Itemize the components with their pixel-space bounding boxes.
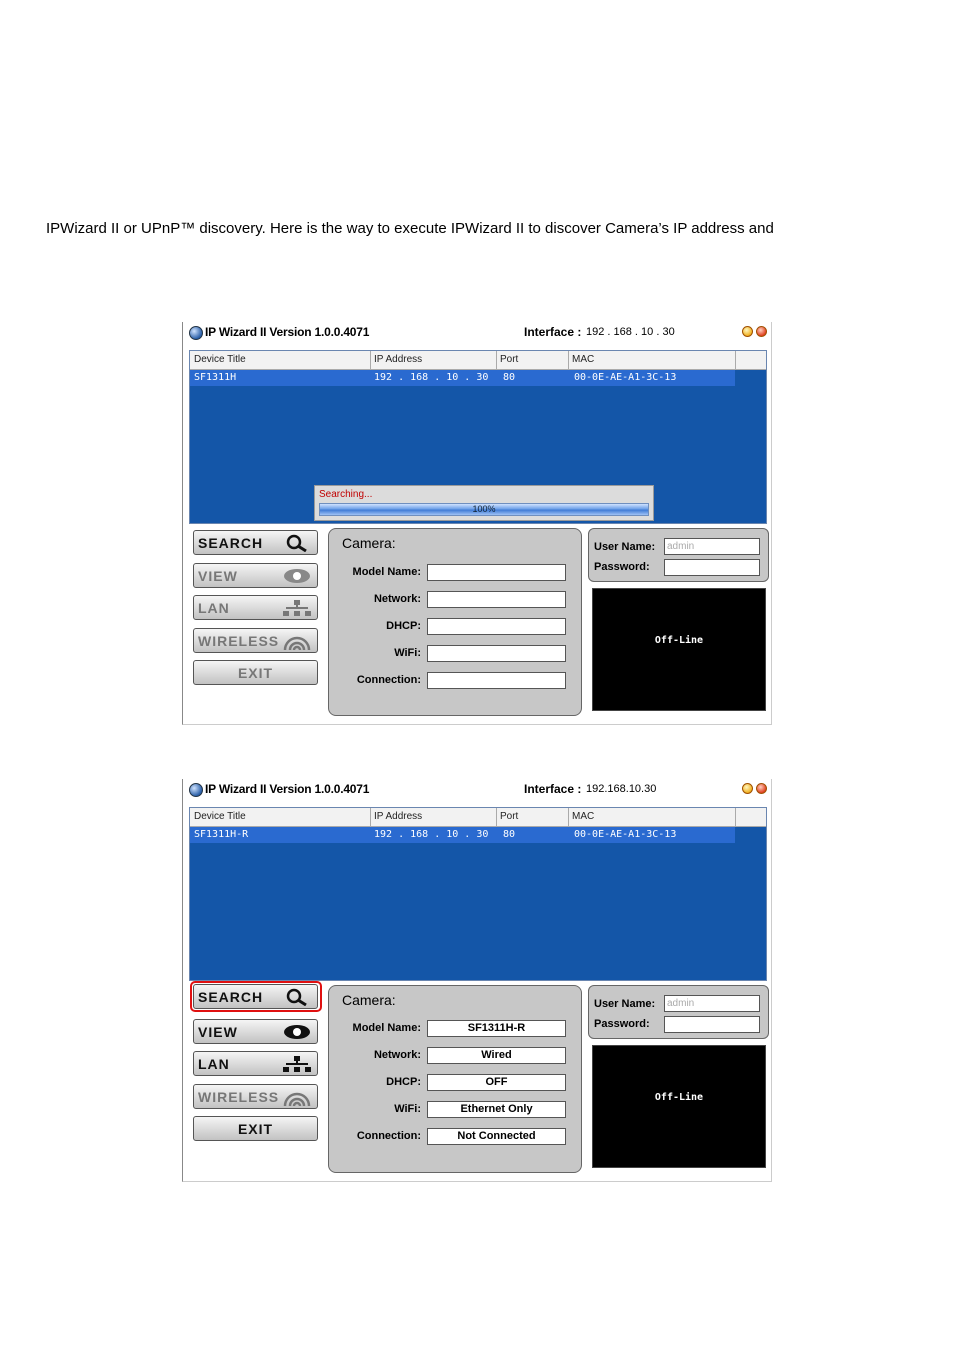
network-field: Wired: [427, 1047, 566, 1064]
network-label: Network:: [373, 1049, 421, 1061]
user-name-label: User Name:: [594, 998, 656, 1010]
model-name-field: SF1311H-R: [427, 1020, 566, 1037]
eye-icon: [283, 1023, 311, 1041]
window-title: IP Wizard II Version 1.0.0.4071: [205, 782, 370, 796]
password-label: Password:: [594, 1018, 650, 1030]
wireless-button[interactable]: [193, 628, 318, 653]
user-name-label: User Name:: [594, 541, 656, 553]
network-field: [427, 591, 566, 608]
column-header-mac[interactable]: MAC: [572, 811, 595, 822]
search-button[interactable]: [193, 984, 318, 1009]
lan-button[interactable]: [193, 595, 318, 620]
magnifier-icon: [283, 534, 311, 552]
device-row[interactable]: [190, 370, 735, 386]
dhcp-row: [329, 1074, 581, 1092]
column-header-ip-address[interactable]: IP Address: [374, 811, 423, 822]
connection-row: [329, 1128, 581, 1146]
wifi-row: [329, 645, 581, 663]
view-button-label: VIEW: [198, 1024, 238, 1040]
wireless-button-label: WIRELESS: [198, 1089, 280, 1105]
column-header-port[interactable]: Port: [500, 811, 519, 822]
video-preview: [592, 588, 766, 711]
ipwizard-window-searching: [182, 322, 772, 725]
wireless-signal-icon: [283, 1088, 311, 1106]
search-button-label: SEARCH: [198, 535, 264, 551]
dhcp-row: [329, 618, 581, 636]
dhcp-field: OFF: [427, 1074, 566, 1091]
view-button[interactable]: [193, 1019, 318, 1044]
search-button[interactable]: [193, 530, 318, 555]
password-label: Password:: [594, 561, 650, 573]
device-list-header: [190, 808, 766, 827]
wireless-signal-icon: [283, 632, 311, 650]
camera-info-panel: [328, 528, 582, 716]
wireless-button-label: WIRELESS: [198, 633, 280, 649]
model-name-label: Model Name:: [352, 1022, 421, 1034]
column-header-device-title[interactable]: Device Title: [194, 811, 246, 822]
exit-button[interactable]: [193, 1116, 318, 1141]
magnifier-icon: [283, 988, 311, 1006]
dhcp-label: DHCP:: [386, 620, 421, 632]
mac-cell: 00-0E-AE-A1-3C-13: [574, 829, 677, 840]
wifi-field: Ethernet Only: [427, 1101, 566, 1118]
column-header-device-title[interactable]: Device Title: [194, 354, 246, 365]
model-name-field: [427, 564, 566, 581]
progress-bar: [319, 503, 649, 516]
wifi-label: WiFi:: [394, 647, 421, 659]
wifi-field: [427, 645, 566, 662]
device-title-cell: SF1311H-R: [194, 829, 249, 840]
connection-field: Not Connected: [427, 1128, 566, 1145]
close-button[interactable]: [756, 783, 767, 794]
title-bar[interactable]: [183, 322, 771, 344]
lan-button[interactable]: [193, 1051, 318, 1076]
ip-address-cell: 192 . 168 . 10 . 30: [374, 829, 489, 840]
device-list-header: [190, 351, 766, 370]
interface-label: Interface :: [524, 782, 582, 796]
network-tree-icon: [283, 1055, 311, 1073]
video-preview: [592, 1045, 766, 1168]
view-button-label: VIEW: [198, 568, 238, 584]
video-status-text: Off-Line: [654, 635, 704, 646]
wifi-row: [329, 1101, 581, 1119]
model-name-row: [329, 564, 581, 582]
camera-info-panel: [328, 985, 582, 1173]
searching-progress-dialog: [314, 485, 654, 521]
exit-button[interactable]: [193, 660, 318, 685]
network-tree-icon: [283, 599, 311, 617]
password-input[interactable]: [664, 559, 760, 576]
connection-label: Connection:: [356, 1130, 421, 1142]
password-input[interactable]: [664, 1016, 760, 1033]
globe-icon: [189, 326, 203, 340]
video-status-text: Off-Line: [654, 1092, 704, 1103]
eye-icon: [283, 567, 311, 585]
network-label: Network:: [373, 593, 421, 605]
network-row: [329, 591, 581, 609]
window-title: IP Wizard II Version 1.0.0.4071: [205, 325, 370, 339]
interface-value: 192 . 168 . 10 . 30: [586, 326, 675, 338]
exit-button-label: EXIT: [237, 665, 274, 681]
device-list[interactable]: [189, 807, 767, 981]
column-header-mac[interactable]: MAC: [572, 354, 595, 365]
model-name-row: [329, 1020, 581, 1038]
lan-button-label: LAN: [198, 1056, 230, 1072]
progress-text: 100%: [472, 504, 496, 514]
mac-cell: 00-0E-AE-A1-3C-13: [574, 372, 677, 383]
close-button[interactable]: [756, 326, 767, 337]
ipwizard-window-found: [182, 779, 772, 1182]
intro-paragraph: IPWizard II or UPnP™ discovery. Here is the way to execute IPWizard II to discover Camera’s IP address and: [46, 220, 774, 237]
column-header-port[interactable]: Port: [500, 354, 519, 365]
dhcp-label: DHCP:: [386, 1076, 421, 1088]
searching-label: Searching...: [319, 489, 373, 500]
model-name-label: Model Name:: [352, 566, 421, 578]
device-title-cell: SF1311H: [194, 372, 237, 383]
port-cell: 80: [503, 372, 516, 383]
camera-panel-title: Camera:: [342, 992, 396, 1008]
connection-field: [427, 672, 566, 689]
title-bar[interactable]: [183, 779, 771, 801]
device-list[interactable]: [189, 350, 767, 524]
login-panel: [588, 985, 769, 1039]
view-button[interactable]: [193, 563, 318, 588]
user-name-input[interactable]: admin: [664, 538, 760, 555]
interface-value: 192.168.10.30: [586, 783, 657, 795]
camera-panel-title: Camera:: [342, 535, 396, 551]
minimize-button[interactable]: [742, 326, 753, 337]
wireless-button[interactable]: [193, 1084, 318, 1109]
search-button-label: SEARCH: [198, 989, 264, 1005]
minimize-button[interactable]: [742, 783, 753, 794]
connection-label: Connection:: [356, 674, 421, 686]
ip-address-cell: 192 . 168 . 10 . 30: [374, 372, 489, 383]
exit-button-label: EXIT: [237, 1121, 274, 1137]
connection-row: [329, 672, 581, 690]
column-header-ip-address[interactable]: IP Address: [374, 354, 423, 365]
interface-label: Interface :: [524, 325, 582, 339]
login-panel: [588, 528, 769, 582]
wifi-label: WiFi:: [394, 1103, 421, 1115]
globe-icon: [189, 783, 203, 797]
network-row: [329, 1047, 581, 1065]
device-row[interactable]: [190, 827, 735, 843]
dhcp-field: [427, 618, 566, 635]
user-name-input[interactable]: admin: [664, 995, 760, 1012]
lan-button-label: LAN: [198, 600, 230, 616]
port-cell: 80: [503, 829, 516, 840]
